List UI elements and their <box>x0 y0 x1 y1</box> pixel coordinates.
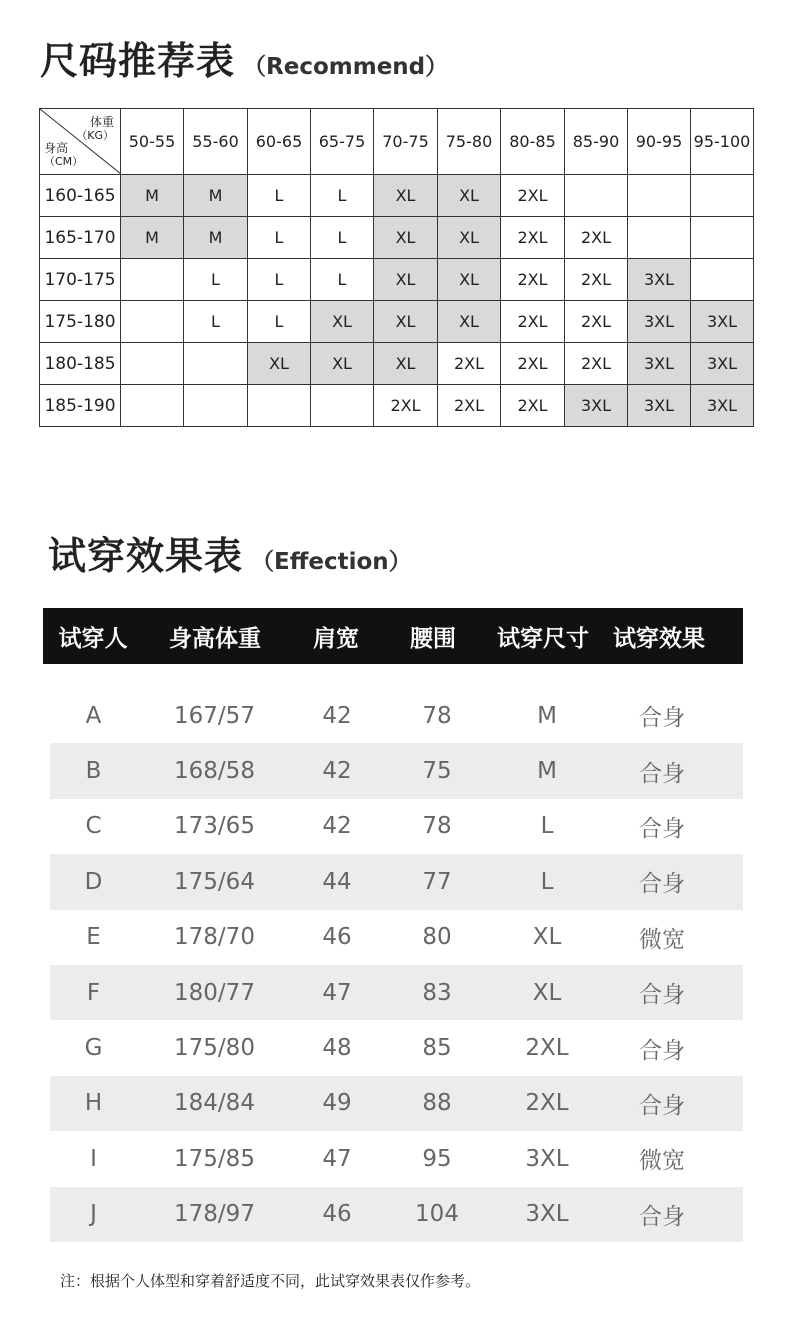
size-cell: 2XL <box>565 259 628 301</box>
effect-cell: 合身 <box>639 1037 685 1064</box>
size-cell <box>691 175 754 217</box>
effect-cell: 2XL <box>525 1090 569 1117</box>
effect-cell: 46 <box>322 924 352 951</box>
height-row-header: 160-165 <box>40 175 121 217</box>
size-cell: 2XL <box>501 259 565 301</box>
effect-cell: 95 <box>422 1145 452 1172</box>
corner-weight-unit: （KG） <box>76 129 114 142</box>
effect-cell: M <box>537 758 557 785</box>
effect-cell: E <box>86 924 101 951</box>
size-table-row <box>40 301 754 343</box>
weight-column-header: 55-60 <box>184 109 248 175</box>
effect-cell: XL <box>532 979 562 1006</box>
size-cell: L <box>248 301 311 343</box>
effect-cell: 42 <box>322 702 352 729</box>
height-row-header: 180-185 <box>40 343 121 385</box>
size-cell: 2XL <box>501 385 565 427</box>
size-table-row <box>40 217 754 259</box>
size-cell: L <box>184 259 248 301</box>
size-cell <box>565 175 628 217</box>
size-table-row <box>40 175 754 217</box>
effect-header-cell: 试穿人 <box>58 625 128 652</box>
effect-cell: 48 <box>322 1035 352 1062</box>
effect-table-header <box>43 608 743 664</box>
size-cell: M <box>121 217 184 259</box>
size-cell <box>121 301 184 343</box>
effect-cell: 167/57 <box>174 702 255 729</box>
size-cell <box>628 217 691 259</box>
effect-header-cell: 肩宽 <box>313 625 359 652</box>
size-cell <box>121 343 184 385</box>
size-cell: XL <box>438 259 501 301</box>
size-cell: 2XL <box>565 217 628 259</box>
effect-cell: 42 <box>322 813 352 840</box>
height-row-header: 185-190 <box>40 385 121 427</box>
size-recommend-table <box>39 108 754 427</box>
size-cell: 2XL <box>374 385 438 427</box>
size-cell: 2XL <box>438 385 501 427</box>
effect-cell: 168/58 <box>174 758 255 785</box>
size-cell: XL <box>374 259 438 301</box>
effect-cell: M <box>537 702 557 729</box>
effect-cell: 微宽 <box>639 1148 685 1175</box>
size-cell: M <box>184 217 248 259</box>
effect-cell: 178/70 <box>174 924 255 951</box>
size-cell <box>121 385 184 427</box>
effect-table-row <box>50 743 743 798</box>
height-row-header: 175-180 <box>40 301 121 343</box>
size-cell: L <box>248 175 311 217</box>
effect-cell: XL <box>532 924 562 951</box>
effect-cell: 合身 <box>639 982 685 1009</box>
size-cell: 2XL <box>565 301 628 343</box>
size-table-row <box>40 259 754 301</box>
weight-column-header: 90-95 <box>628 109 691 175</box>
effect-table-row <box>50 1131 743 1186</box>
size-table-row <box>40 343 754 385</box>
size-cell: XL <box>438 175 501 217</box>
size-cell: XL <box>311 343 374 385</box>
size-cell: L <box>248 259 311 301</box>
size-cell <box>628 175 691 217</box>
effect-cell: I <box>90 1145 97 1172</box>
size-cell: XL <box>374 343 438 385</box>
size-title-main: 尺码推荐表 <box>40 39 236 83</box>
effect-cell: 合身 <box>639 760 685 787</box>
effect-cell: D <box>84 868 103 895</box>
size-cell: 3XL <box>691 301 754 343</box>
effect-cell: 175/64 <box>174 868 255 895</box>
weight-column-header: 65-75 <box>311 109 374 175</box>
effect-table-row <box>50 965 743 1020</box>
size-table-header-row <box>40 109 754 175</box>
size-table-row <box>40 385 754 427</box>
effect-cell: G <box>84 1035 103 1062</box>
effect-cell: H <box>84 1090 103 1117</box>
size-cell: 3XL <box>628 301 691 343</box>
effect-cell: 3XL <box>525 1201 569 1228</box>
size-cell: L <box>311 217 374 259</box>
effect-cell: 合身 <box>639 705 685 732</box>
effect-cell: 173/65 <box>174 813 255 840</box>
effect-table-row <box>50 688 743 743</box>
corner-height-label: 身高 <box>44 141 69 155</box>
size-cell: XL <box>374 175 438 217</box>
size-cell: XL <box>311 301 374 343</box>
effect-cell: 42 <box>322 758 352 785</box>
size-cell: 3XL <box>628 343 691 385</box>
height-row-header: 165-170 <box>40 217 121 259</box>
effect-cell: 83 <box>422 979 452 1006</box>
effect-cell: 175/85 <box>174 1145 255 1172</box>
size-cell <box>691 217 754 259</box>
size-cell: 2XL <box>501 301 565 343</box>
effect-cell: 49 <box>322 1090 352 1117</box>
effect-cell: 微宽 <box>639 926 685 953</box>
size-cell: 3XL <box>628 259 691 301</box>
effect-cell: 88 <box>422 1090 452 1117</box>
size-cell: 3XL <box>565 385 628 427</box>
effect-cell: L <box>540 868 554 895</box>
size-cell: 2XL <box>501 343 565 385</box>
size-cell: XL <box>438 301 501 343</box>
weight-column-header: 50-55 <box>121 109 184 175</box>
effect-cell: B <box>85 758 102 785</box>
size-cell: 2XL <box>501 175 565 217</box>
effect-cell: 合身 <box>639 871 685 898</box>
effect-cell: 80 <box>422 924 452 951</box>
size-cell: XL <box>374 301 438 343</box>
weight-column-header: 75-80 <box>438 109 501 175</box>
size-cell: L <box>184 301 248 343</box>
effect-cell: A <box>85 702 102 729</box>
size-cell: 2XL <box>438 343 501 385</box>
effect-header-cell: 试穿尺寸 <box>497 625 589 652</box>
effect-title-sub: （Effection） <box>251 549 412 575</box>
effect-cell: 178/97 <box>174 1201 255 1228</box>
effect-cell: 合身 <box>639 1203 685 1230</box>
effect-cell: 46 <box>322 1201 352 1228</box>
footnote: 注：根据个人体型和穿着舒适度不同，此试穿效果表仅作参考。 <box>60 1272 481 1290</box>
effect-cell: 77 <box>422 868 452 895</box>
effect-cell: 184/84 <box>174 1090 255 1117</box>
effect-table-row <box>50 1187 743 1242</box>
size-recommend-title <box>40 30 448 85</box>
size-cell <box>311 385 374 427</box>
effect-cell: 合身 <box>639 1092 685 1119</box>
effect-table-row <box>50 799 743 854</box>
effect-header-cell: 腰围 <box>410 625 456 652</box>
size-title-sub: （Recommend） <box>243 54 449 80</box>
weight-column-header: 85-90 <box>565 109 628 175</box>
size-cell: 3XL <box>691 385 754 427</box>
size-cell <box>121 259 184 301</box>
effect-cell: 180/77 <box>174 979 255 1006</box>
size-cell: XL <box>438 217 501 259</box>
effect-cell: 85 <box>422 1035 452 1062</box>
effect-table-row <box>50 1020 743 1075</box>
weight-column-header: 60-65 <box>248 109 311 175</box>
size-cell <box>184 343 248 385</box>
effect-cell: 合身 <box>639 815 685 842</box>
effect-cell: C <box>85 813 102 840</box>
effect-cell: 44 <box>322 868 352 895</box>
size-cell: M <box>121 175 184 217</box>
effect-cell: J <box>90 1201 97 1228</box>
size-cell: XL <box>248 343 311 385</box>
corner-weight-label: 体重 <box>89 115 114 129</box>
corner-height-unit: （CM） <box>44 155 84 168</box>
size-cell <box>184 385 248 427</box>
size-cell: XL <box>374 217 438 259</box>
size-cell: 2XL <box>501 217 565 259</box>
weight-column-header: 95-100 <box>691 109 754 175</box>
effect-cell: 104 <box>415 1201 459 1228</box>
weight-column-header: 70-75 <box>374 109 438 175</box>
effect-cell: 78 <box>422 813 452 840</box>
size-cell: 2XL <box>565 343 628 385</box>
size-cell: M <box>184 175 248 217</box>
effect-title <box>48 525 412 580</box>
size-cell: L <box>248 217 311 259</box>
size-cell: L <box>311 259 374 301</box>
effect-cell: 75 <box>422 758 452 785</box>
effect-cell: F <box>86 979 101 1006</box>
size-cell: 3XL <box>691 343 754 385</box>
effect-table-row <box>50 1076 743 1131</box>
effect-header-cell: 身高体重 <box>169 625 261 652</box>
effect-cell: 47 <box>322 1145 352 1172</box>
effect-table-body <box>50 688 743 1242</box>
size-cell <box>248 385 311 427</box>
effect-cell: 2XL <box>525 1035 569 1062</box>
effect-cell: 47 <box>322 979 352 1006</box>
size-table-corner-cell <box>40 109 121 175</box>
effect-title-main: 试穿效果表 <box>48 534 244 578</box>
effect-cell: 3XL <box>525 1145 569 1172</box>
effect-cell: L <box>540 813 554 840</box>
effect-header-cell: 试穿效果 <box>613 625 705 652</box>
size-cell: 3XL <box>628 385 691 427</box>
effect-table-row <box>50 910 743 965</box>
effect-cell: 175/80 <box>174 1035 255 1062</box>
weight-column-header: 80-85 <box>501 109 565 175</box>
height-row-header: 170-175 <box>40 259 121 301</box>
size-cell: L <box>311 175 374 217</box>
effect-table-row <box>50 854 743 909</box>
effect-cell: 78 <box>422 702 452 729</box>
size-cell <box>691 259 754 301</box>
